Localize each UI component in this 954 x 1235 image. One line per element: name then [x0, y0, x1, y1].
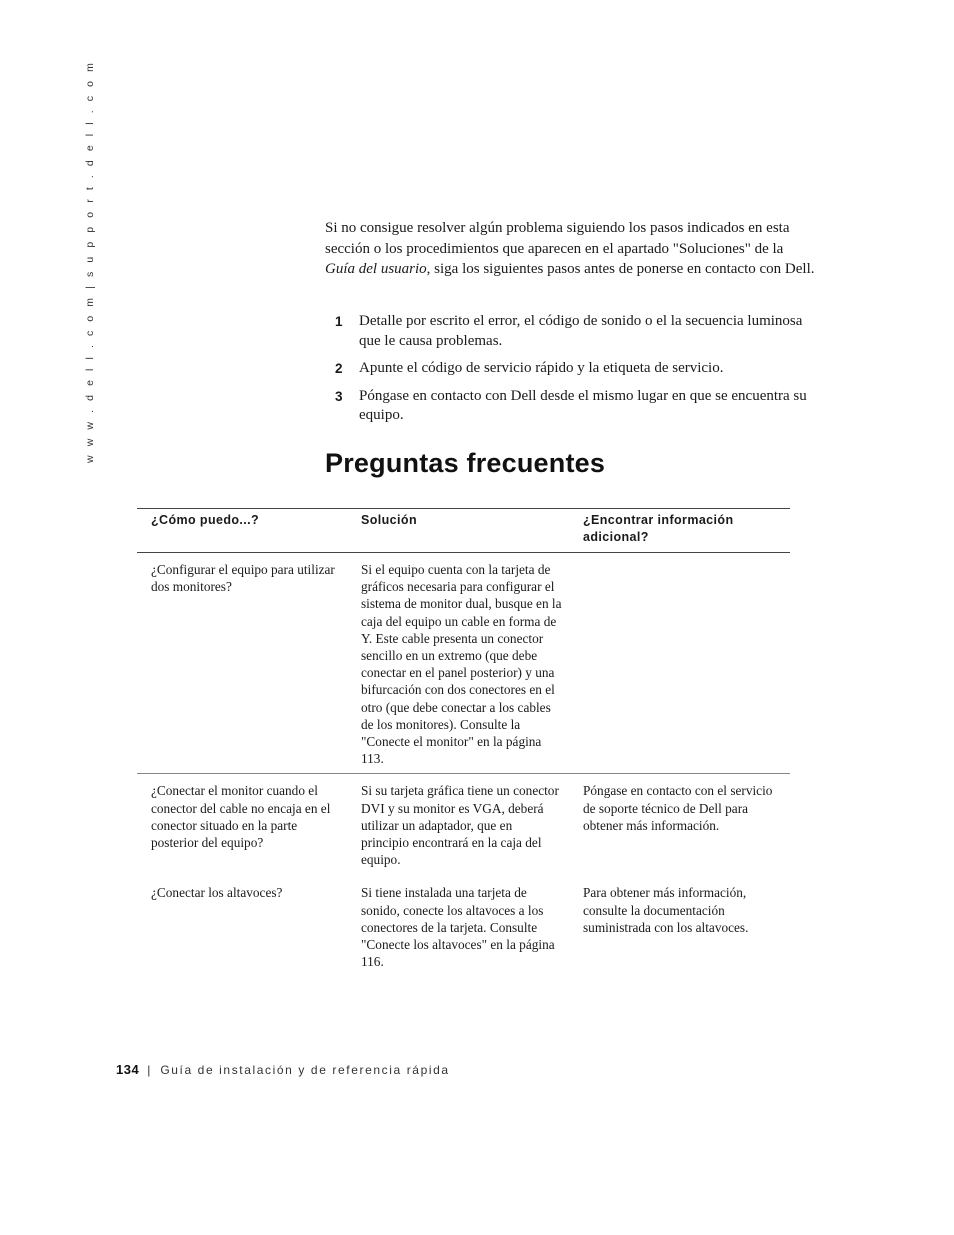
info-cell: Para obtener más información, consulte la documentación suministrada con los altavoces. — [583, 885, 749, 935]
footer-title: Guía de instalación y de referencia rápida — [160, 1063, 450, 1077]
table-row — [137, 553, 790, 774]
question-cell: ¿Conectar los altavoces? — [151, 885, 283, 901]
step-item — [325, 312, 817, 351]
footer-separator: | — [147, 1063, 151, 1077]
section-title: Preguntas frecuentes — [325, 448, 606, 478]
question-cell: ¿Configurar el equipo para utilizar dos monitores? — [137, 553, 347, 774]
table-header-row — [137, 509, 790, 553]
intro-text-start: Si no consigue resolver algún problema siguiendo los pasos indicados en esta sección o los procedimientos que aparecen en el apartado "Soluciones" de la — [325, 220, 790, 257]
header-solution: Solución — [347, 509, 569, 553]
step-item — [325, 387, 817, 426]
step-number: 1 — [335, 314, 343, 329]
info-cell: Póngase en contacto con el servicio de soporte técnico de Dell para obtener más información. — [583, 783, 773, 833]
sidebar-url: w w w . d e l l . c o m | s u p p o r t . d e l l . c o m — [84, 60, 96, 463]
info-cell — [569, 553, 790, 774]
step-number: 3 — [335, 388, 343, 404]
step-text: Detalle por escrito el error, el código de sonido o el la secuencia luminosa que le causa problemas. — [359, 313, 803, 349]
solution-cell: Si el equipo cuenta con la tarjeta de gráficos necesaria para configurar el sistema de monitor dual, busque en la caja del equipo un cable en forma de Y. Este cable presenta un conector sencillo en un extremo (que debe conectar en el panel posterior) y una bifurcación con dos conectores en el otro (que debe conectar a los cables de los monitores). Consulte la "Conecte el monitor" en la página 113. — [347, 553, 569, 774]
step-item — [325, 359, 817, 379]
solution-cell: Si su tarjeta gráfica tiene un conector DVI y su monitor es VGA, deberá utilizar un adaptador, que en principio encontrará en la caja del equipo. — [361, 783, 559, 868]
step-number: 2 — [335, 361, 343, 376]
table-row — [137, 774, 790, 875]
intro-text-end: , siga los siguientes pasos antes de ponerse en contacto con Dell. — [426, 261, 815, 277]
header-more-info: ¿Encontrar información adicional? — [569, 509, 790, 553]
solution-cell: Si tiene instalada una tarjeta de sonido, conecte los altavoces a los conectores de la tarjeta. Consulte "Conecte los altavoces" en la página 116. — [361, 885, 555, 970]
step-text: Apunte el código de servicio rápido y la etiqueta de servicio. — [359, 360, 724, 376]
question-cell: ¿Conectar el monitor cuando el conector del cable no encaja en el conector situado en la parte posterior del equipo? — [151, 783, 331, 851]
page-number: 134 — [116, 1062, 140, 1077]
step-text: Póngase en contacto con Dell desde el mismo lugar en que se encuentra su equipo. — [359, 387, 807, 423]
page-footer — [116, 1062, 450, 1077]
header-how: ¿Cómo puedo...? — [137, 509, 347, 553]
guide-title-italic: Guía del usuario — [325, 261, 427, 277]
table-row — [137, 874, 790, 976]
steps-list — [325, 312, 817, 434]
intro-paragraph — [325, 218, 817, 280]
faq-table — [137, 508, 790, 976]
